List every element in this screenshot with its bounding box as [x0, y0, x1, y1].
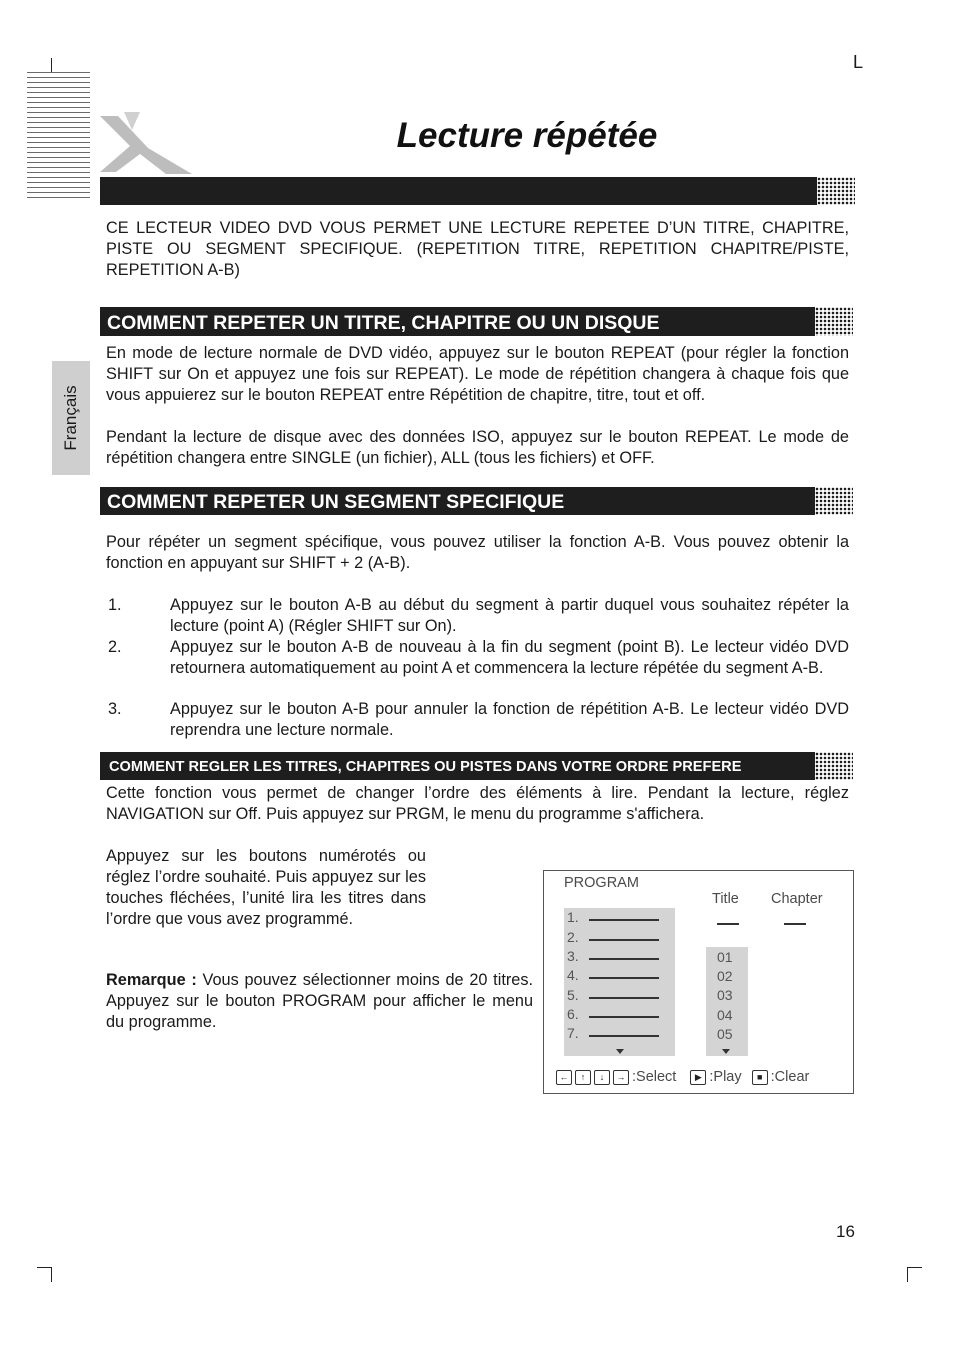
corner-mark-top-right: L — [853, 52, 864, 72]
program-legend — [556, 1069, 809, 1085]
title-dash — [717, 923, 739, 925]
program-slot — [567, 987, 579, 1003]
title-number: 05 — [717, 1026, 733, 1042]
title-number: 01 — [717, 949, 733, 965]
program-slot — [567, 967, 579, 983]
slot-number: 6. — [567, 1006, 579, 1022]
section2-intro: Pour répéter un segment spécifique, vous pouvez utiliser la fonction A-B. Vous pouvez obtenir la fonction en appuyant sur SHIFT + 2 (A-B). — [106, 533, 849, 572]
scroll-down-arrow-icon — [616, 1049, 624, 1054]
title-number: 03 — [717, 987, 733, 1003]
title-bar — [100, 177, 855, 205]
program-slot-list — [564, 908, 675, 1056]
program-slot — [567, 929, 579, 945]
legend-play: :Play — [709, 1069, 742, 1085]
language-tab — [52, 361, 90, 475]
page-number: 16 — [836, 1222, 855, 1241]
section-heading-label: COMMENT REPETER UN TITRE, CHAPITRE OU UN DISQUE — [107, 312, 660, 334]
slot-number: 2. — [567, 929, 579, 945]
step-number: 2. — [108, 638, 122, 656]
arrow-left-icon: ← — [556, 1070, 572, 1085]
section1-paragraph-2: Pendant la lecture de disque avec des données ISO, appuyez sur le bouton REPEAT. Le mode de répétition changera entre SINGLE (un fichier), ALL (tous les fichiers) et OFF. — [106, 428, 849, 467]
section-heading-repeat-segment — [100, 487, 853, 515]
program-column-title: Title — [712, 891, 739, 907]
arrow-down-icon: ↓ — [594, 1070, 610, 1085]
slot-number: 7. — [567, 1025, 579, 1041]
title-number: 04 — [717, 1007, 733, 1023]
crop-mark-top-left — [37, 58, 52, 73]
arrow-right-icon: → — [613, 1070, 629, 1085]
program-slot — [567, 1025, 579, 1041]
slot-number: 1. — [567, 909, 579, 925]
section-heading-program-order — [100, 752, 853, 780]
crop-mark-bottom-right — [907, 1267, 922, 1282]
program-menu-screen — [543, 870, 854, 1094]
note-text: Vous pouvez sélectionner moins de 20 titres. Appuyez sur le bouton PROGRAM pour afficher le menu du programme. — [106, 971, 533, 1031]
scroll-down-arrow-icon — [722, 1049, 730, 1054]
step-number: 1. — [108, 596, 122, 614]
section-heading-label: COMMENT REGLER LES TITRES, CHAPITRES OU PISTES DANS VOTRE ORDRE PREFERE — [109, 759, 742, 775]
program-slot — [567, 1006, 579, 1022]
section3-intro: Cette fonction vous permet de changer l’ordre des éléments à lire. Pendant la lecture, réglez NAVIGATION sur Off. Puis appuyez sur PRGM, le menu du programme s'affichera. — [106, 784, 849, 823]
page-title: Lecture répétée — [396, 116, 658, 155]
title-number: 02 — [717, 968, 733, 984]
crop-mark-bottom-left — [37, 1267, 52, 1282]
slot-number: 5. — [567, 987, 579, 1003]
step-text: Appuyez sur le bouton A-B de nouveau à la fin du segment (point B). Le lecteur vidéo DVD retournera automatiquement au point A et commencera la lecture répétée du segment A-B. — [170, 638, 849, 677]
note-label: Remarque : — [106, 971, 197, 989]
slot-number: 3. — [567, 948, 579, 964]
program-menu-title: PROGRAM — [564, 875, 639, 891]
stop-icon: ■ — [752, 1070, 768, 1085]
slot-number: 4. — [567, 967, 579, 983]
play-icon: ▶ — [690, 1070, 706, 1085]
program-column-chapter: Chapter — [771, 891, 823, 907]
arrow-up-icon: ↑ — [575, 1070, 591, 1085]
intro-text: CE LECTEUR VIDEO DVD VOUS PERMET UNE LECTURE REPETEE D’UN TITRE, CHAPITRE, PISTE OU SEGMENT SPECIFIQUE. (REPETITION TITRE, REPETITION CHAPITRE/PISTE, REPETITION A-B) — [106, 219, 849, 279]
section1-paragraph-1: En mode de lecture normale de DVD vidéo, appuyez sur le bouton REPEAT (pour régler la fonction SHIFT sur On et appuyez une fois sur REPEAT). Le mode de répétition changera à chaque fois que vous appuierez sur le bouton REPEAT entre Répétition de chapitre, titre, tout et off. — [106, 344, 849, 404]
step-text: Appuyez sur le bouton A-B au début du segment à partir duquel vous souhaitez répéter la lecture (point A) (Régler SHIFT sur On). — [170, 596, 849, 635]
section-heading-repeat-title — [100, 307, 853, 336]
title-number-list — [706, 947, 748, 1056]
section3-note — [106, 970, 533, 1033]
legend-clear: :Clear — [770, 1069, 810, 1085]
legend-select: :Select — [632, 1069, 677, 1085]
step-text: Appuyez sur le bouton A-B pour annuler la fonction de répétition A-B. Le lecteur vidéo DVD reprendra une lecture normale. — [170, 700, 849, 739]
section3-paragraph: Appuyez sur les boutons numérotés ou réglez l’ordre souhaité. Puis appuyez sur les touches fléchées, l’unité lira les titres dans l’ordre que vous avez programmé. — [106, 847, 426, 928]
step-number: 3. — [108, 700, 122, 718]
language-tab-label: Français — [61, 385, 80, 451]
program-slot — [567, 948, 579, 964]
section-heading-label: COMMENT REPETER UN SEGMENT SPECIFIQUE — [107, 491, 565, 513]
program-slot — [567, 909, 579, 925]
chapter-dash — [784, 923, 806, 925]
